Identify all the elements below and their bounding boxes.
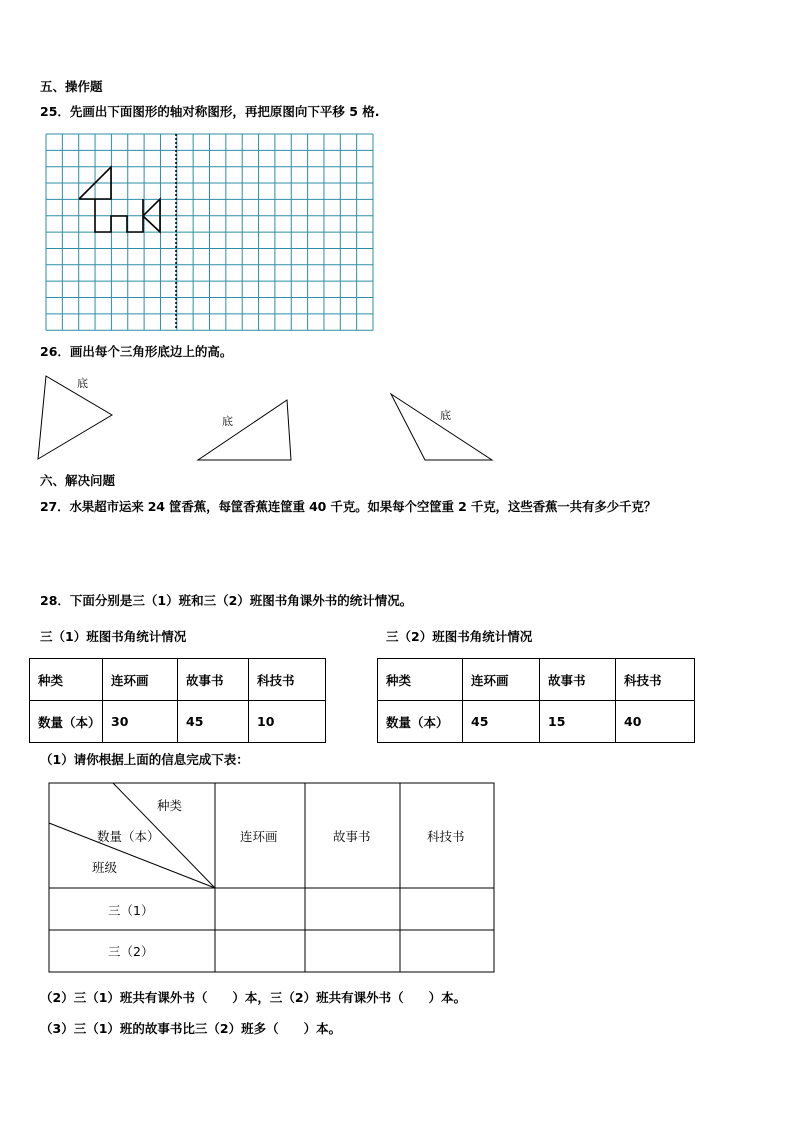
corner-label-class: 班级	[92, 860, 118, 875]
table-cell: 连环画	[463, 659, 540, 701]
table-cell: 45	[463, 701, 540, 743]
triangle-2-base-label: 底	[222, 415, 233, 428]
table-cell: 连环画	[103, 659, 178, 701]
section-six-title: 六、解决问题	[40, 473, 116, 488]
corner-label-quantity: 数量（本）	[97, 829, 160, 844]
table-cell: 种类	[30, 659, 103, 701]
table-cell: 种类	[378, 659, 463, 701]
table-cell: 科技书	[616, 659, 695, 701]
question-26-text: 26．画出每个三角形底边上的高。	[40, 344, 233, 359]
question-27-text: 27．水果超市运来 24 筐香蕉，每筐香蕉连筐重 40 千克。如果每个空筐重 2 千克，这些香蕉一共有多少千克？	[40, 499, 657, 514]
question-25-text: 25．先画出下面图形的轴对称图形，再把原图向下平移 5 格.	[40, 104, 380, 119]
column-header: 连环画	[240, 829, 278, 844]
table-2-title: 三（2）班图书角统计情况	[386, 629, 533, 644]
table-cell: 40	[616, 701, 695, 743]
table-cell: 数量（本）	[30, 701, 103, 743]
row-header: 三（1）	[108, 903, 154, 918]
triangle-3-base-label: 底	[440, 409, 451, 422]
row-header: 三（2）	[108, 944, 154, 959]
table-cell: 数量（本）	[378, 701, 463, 743]
table-cell: 30	[103, 701, 178, 743]
corner-label-category: 种类	[157, 798, 183, 813]
table-cell: 15	[540, 701, 616, 743]
sub-question-1: （1）请你根据上面的信息完成下表：	[40, 752, 249, 767]
table-cell: 故事书	[178, 659, 249, 701]
table-cell: 45	[178, 701, 249, 743]
question-28-text: 28．下面分别是三（1）班和三（2）班图书角课外书的统计情况。	[40, 593, 413, 608]
sub-question-3: （3）三（1）班的故事书比三（2）班多（ ）本。	[40, 1021, 342, 1036]
table-1-title: 三（1）班图书角统计情况	[40, 629, 187, 644]
sub-question-2: （2）三（1）班共有课外书（ ）本，三（2）班共有课外书（ ）本。	[40, 990, 467, 1005]
table-cell: 10	[249, 701, 326, 743]
column-header: 科技书	[427, 829, 465, 844]
table-cell: 故事书	[540, 659, 616, 701]
section-five-title: 五、操作题	[40, 79, 103, 94]
table-cell: 科技书	[249, 659, 326, 701]
column-header: 故事书	[333, 829, 371, 844]
triangle-1-base-label: 底	[77, 377, 88, 390]
